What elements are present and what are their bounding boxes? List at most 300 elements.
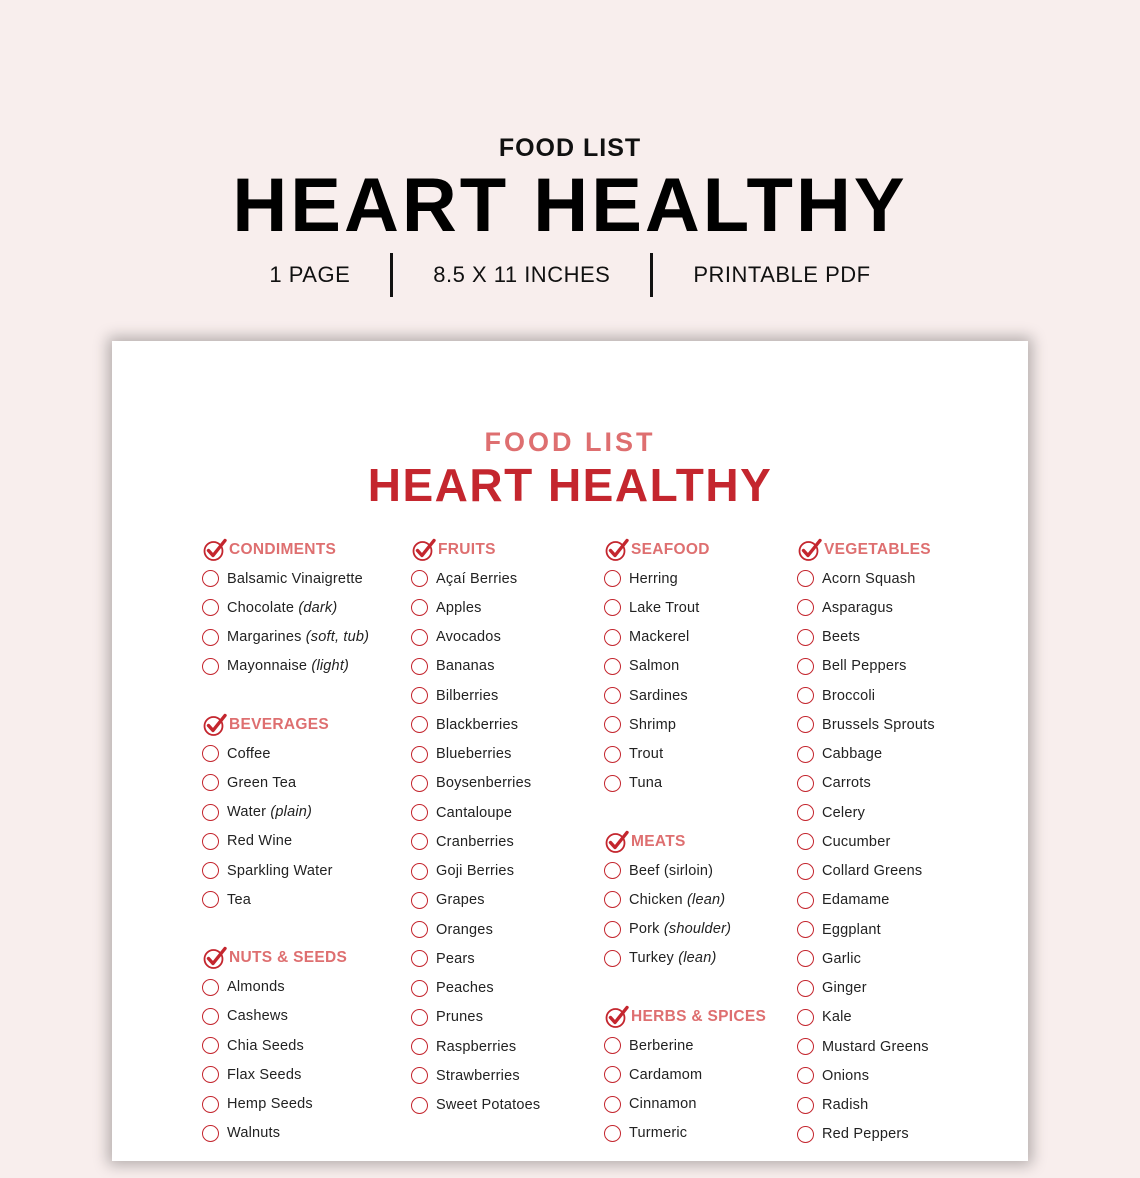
empty-circle-icon [411,570,428,587]
food-item-label [629,1067,702,1083]
food-item [797,798,935,827]
food-item-label [822,746,882,762]
food-item-label [227,979,285,995]
food-item-name: Ginger [822,980,867,997]
food-item-label [436,717,518,733]
section-title: CONDIMENTS [229,540,337,558]
food-item [411,564,540,593]
food-item-label [436,746,512,762]
food-column-1 [202,535,369,1177]
food-item [604,1090,766,1119]
food-item-name: Cucumber [822,833,891,850]
section-title: HERBS & SPICES [631,1007,767,1025]
food-item-name: Prunes [436,1009,484,1026]
food-item [604,944,766,973]
food-section [202,535,369,681]
empty-circle-icon [604,862,621,879]
food-item-name: Salmon [629,658,680,675]
food-item-note: (lean) [678,950,717,967]
document-preview [112,341,1028,1161]
food-item [411,1032,540,1061]
empty-circle-icon [604,950,621,967]
promo-subtitle: FOOD LIST [498,134,642,162]
food-item-note: (lean) [687,891,726,908]
food-item-name: Oranges [436,921,494,938]
spec-format: PRINTABLE PDF [693,262,871,287]
food-item-name: Beets [822,629,861,646]
food-item [411,974,540,1003]
empty-circle-icon [202,804,219,821]
food-item-name: Sweet Potatoes [436,1097,541,1114]
food-item [202,593,369,622]
food-item-label [629,1125,687,1141]
food-item-name: Walnuts [227,1125,281,1142]
food-item [604,885,766,914]
food-item-label [436,951,475,967]
food-section [604,827,766,973]
food-item-name: Cardamom [629,1066,703,1083]
empty-circle-icon [411,980,428,997]
food-item-name: Celery [822,804,866,821]
empty-circle-icon [604,570,621,587]
food-item [797,681,935,710]
food-item [797,1091,935,1120]
food-item-label [227,863,333,879]
food-item [797,623,935,652]
empty-circle-icon [202,1008,219,1025]
food-item [797,740,935,769]
food-item-label [629,746,663,762]
empty-circle-icon [202,1037,219,1054]
food-item-label [629,658,679,674]
empty-circle-icon [604,891,621,908]
food-item-name: Strawberries [436,1067,520,1084]
food-item-label [822,775,871,791]
food-item [411,1003,540,1032]
food-item-name: Tuna [629,775,663,792]
food-item [202,1090,369,1119]
empty-circle-icon [604,1096,621,1113]
checkmark-circle-icon [604,829,630,855]
empty-circle-icon [411,863,428,880]
food-item-name: Flax Seeds [227,1066,302,1083]
empty-circle-icon [604,658,621,675]
food-item-note: (plain) [270,804,313,821]
food-item-name: Turmeric [629,1125,688,1142]
food-item-name: Beef (sirloin) [629,862,714,879]
food-item-name: Pears [436,950,475,967]
empty-circle-icon [202,1125,219,1142]
food-item [411,1061,540,1090]
food-item-label [227,1125,280,1141]
food-item [411,827,540,856]
food-item [797,1061,935,1090]
food-item [202,1002,369,1031]
food-item-label [822,658,907,674]
food-item-label [227,629,369,645]
food-item-name: Asparagus [822,599,894,616]
empty-circle-icon [797,1126,814,1143]
empty-circle-icon [797,1067,814,1084]
food-item-name: Shrimp [629,716,677,733]
food-item-label [629,571,678,587]
food-item-name: Açaí Berries [436,570,518,587]
section-title: MEATS [631,832,686,850]
empty-circle-icon [411,746,428,763]
food-item-label [629,629,689,645]
food-item [797,1032,935,1061]
food-item-label [822,922,881,938]
food-item-note: (light) [311,658,350,675]
food-item-label [629,950,717,966]
food-item-note: (dark) [298,599,338,616]
food-item-name: Avocados [436,629,502,646]
food-item-name: Red Wine [227,833,293,850]
food-item-label [629,1038,694,1054]
food-item-label [822,571,916,587]
food-item-name: Pork [629,921,660,938]
food-item [411,740,540,769]
food-section [411,535,540,1120]
food-item-label [227,1067,302,1083]
section-header [411,535,540,564]
section-title: BEVERAGES [229,715,330,733]
food-item [604,1031,766,1060]
food-item-label [629,1096,697,1112]
empty-circle-icon [604,687,621,704]
empty-circle-icon [797,921,814,938]
food-section [604,535,766,798]
food-item [202,827,369,856]
food-item [604,1060,766,1089]
section-header [604,535,766,564]
food-item [797,857,935,886]
food-item [797,915,935,944]
food-item-name: Almonds [227,979,285,996]
food-item [202,885,369,914]
food-item [202,1119,369,1148]
checkmark-circle-icon [604,537,630,563]
empty-circle-icon [797,599,814,616]
section-header [604,827,766,856]
food-item-name: Hemp Seeds [227,1096,313,1113]
food-item [604,681,766,710]
empty-circle-icon [797,892,814,909]
empty-circle-icon [202,891,219,908]
empty-circle-icon [202,979,219,996]
food-item-label [227,600,337,616]
food-item-name: Turkey [629,950,674,967]
food-item-name: Coffee [227,745,271,762]
empty-circle-icon [797,950,814,967]
food-item-label [227,1038,304,1054]
food-item-label [822,834,891,850]
food-item [202,739,369,768]
food-item-label [629,775,662,791]
food-section [604,1002,766,1148]
empty-circle-icon [411,687,428,704]
food-item-name: Sardines [629,687,688,704]
food-item-name: Blueberries [436,746,512,763]
empty-circle-icon [202,658,219,675]
food-item-label [227,892,251,908]
food-item-name: Sparkling Water [227,862,333,879]
section-header [797,535,935,564]
food-item-label [822,1097,868,1113]
checkmark-circle-icon [604,1004,630,1030]
food-item-name: Balsamic Vinaigrette [227,570,363,587]
food-item-name: Tea [227,891,251,908]
food-item-label [227,804,312,820]
food-item-name: Green Tea [227,774,297,791]
food-item-name: Kale [822,1009,852,1026]
food-section [202,710,369,915]
food-item-label [436,1039,516,1055]
food-item [604,769,766,798]
food-item [604,564,766,593]
empty-circle-icon [411,892,428,909]
food-item [411,623,540,652]
food-item-name: Lake Trout [629,599,700,616]
food-item-name: Edamame [822,892,890,909]
food-item-name: Boysenberries [436,775,532,792]
food-item [604,856,766,885]
food-item [604,915,766,944]
empty-circle-icon [797,658,814,675]
food-item [411,944,540,973]
food-item [411,710,540,739]
section-header [604,1002,766,1031]
empty-circle-icon [797,687,814,704]
food-item-name: Cabbage [822,746,883,763]
food-item-label [822,1039,929,1055]
section-header [202,710,369,739]
empty-circle-icon [797,570,814,587]
food-item [411,681,540,710]
food-item-label [436,863,514,879]
empty-circle-icon [797,833,814,850]
food-item-label [436,980,494,996]
food-item-name: Bananas [436,658,495,675]
food-item-name: Goji Berries [436,863,515,880]
checkmark-circle-icon [202,945,228,971]
food-item-name: Trout [629,746,664,763]
food-item-name: Bell Peppers [822,658,907,675]
checkmark-circle-icon [797,537,823,563]
food-item-name: Mackerel [629,629,690,646]
food-item [411,915,540,944]
empty-circle-icon [411,775,428,792]
food-item [604,593,766,622]
empty-circle-icon [797,804,814,821]
empty-circle-icon [604,629,621,646]
empty-circle-icon [202,1096,219,1113]
food-item [411,886,540,915]
food-item-label [629,717,676,733]
empty-circle-icon [202,833,219,850]
food-item-label [629,600,700,616]
food-item-label [227,833,292,849]
food-item-name: Cranberries [436,833,514,850]
empty-circle-icon [797,716,814,733]
food-item-note: (shoulder) [663,921,732,938]
empty-circle-icon [202,1066,219,1083]
food-item-label [227,746,271,762]
food-item-name: Eggplant [822,921,881,938]
food-item-label [822,863,922,879]
food-item-label [822,629,860,645]
empty-circle-icon [202,745,219,762]
food-item [797,564,935,593]
food-item-label [629,863,713,879]
checkmark-circle-icon [411,537,437,563]
food-item-label [822,1009,852,1025]
empty-circle-icon [411,599,428,616]
empty-circle-icon [411,804,428,821]
food-item [604,1119,766,1148]
food-item-label [629,921,731,937]
empty-circle-icon [411,1097,428,1114]
food-item [202,973,369,1002]
food-item-label [227,1008,288,1024]
food-item [604,623,766,652]
food-item-name: Onions [822,1067,870,1084]
empty-circle-icon [411,1009,428,1026]
food-item-label [436,922,493,938]
food-item-label [436,688,498,704]
food-item [411,798,540,827]
food-item [604,652,766,681]
food-item [202,768,369,797]
food-item-name: Chia Seeds [227,1037,304,1054]
empty-circle-icon [797,1009,814,1026]
food-item-label [436,571,517,587]
empty-circle-icon [604,1125,621,1142]
food-item [202,1060,369,1089]
food-item-label [822,951,861,967]
sheet-title: HEART HEALTHY [367,459,773,511]
food-item [202,652,369,681]
empty-circle-icon [202,629,219,646]
food-item-name: Acorn Squash [822,570,916,587]
food-item-label [629,688,688,704]
empty-circle-icon [797,629,814,646]
food-item-label [436,658,495,674]
food-item-name: Carrots [822,775,871,792]
food-item-name: Apples [436,599,482,616]
food-item [411,652,540,681]
empty-circle-icon [411,921,428,938]
food-item-name: Raspberries [436,1038,517,1055]
spec-bar [0,252,1140,298]
food-item-name: Cinnamon [629,1096,697,1113]
empty-circle-icon [202,862,219,879]
food-item-label [436,805,512,821]
food-item-label [436,834,514,850]
food-item-name: Peaches [436,980,494,997]
food-item-name: Berberine [629,1037,694,1054]
food-item-label [227,775,296,791]
checkmark-circle-icon [202,712,228,738]
empty-circle-icon [411,950,428,967]
food-item [797,1120,935,1149]
food-item-label [822,717,935,733]
food-item [797,827,935,856]
food-item-name: Chocolate [227,599,295,616]
empty-circle-icon [411,629,428,646]
empty-circle-icon [604,775,621,792]
spec-size: 8.5 X 11 INCHES [433,262,611,287]
section-title: NUTS & SEEDS [229,949,348,966]
food-item-name: Broccoli [822,687,876,704]
food-item-name: Bilberries [436,687,499,704]
food-item-label [822,1068,869,1084]
food-item-name: Red Peppers [822,1126,909,1143]
food-item [411,857,540,886]
food-item-name: Cantaloupe [436,804,513,821]
empty-circle-icon [411,716,428,733]
empty-circle-icon [797,1097,814,1114]
food-item [202,798,369,827]
food-item-name: Herring [629,570,678,587]
empty-circle-icon [797,775,814,792]
food-item [797,769,935,798]
food-item-label [227,658,349,674]
food-item [797,1003,935,1032]
food-item-note: (soft, tub) [305,629,370,646]
food-item [202,564,369,593]
food-item-label [436,629,501,645]
sheet-subtitle: FOOD LIST [484,427,656,457]
food-item [411,593,540,622]
food-item [797,886,935,915]
section-header [202,944,369,973]
food-item-label [822,600,893,616]
empty-circle-icon [604,1037,621,1054]
food-item [202,1031,369,1060]
food-column-4 [797,535,935,1178]
food-column-2 [411,535,540,1149]
food-item-name: Mayonnaise [227,658,308,675]
food-item-label [227,571,363,587]
food-item-name: Water [227,804,267,821]
checkmark-circle-icon [202,537,228,563]
food-item-name: Collard Greens [822,863,923,880]
empty-circle-icon [604,599,621,616]
section-header [202,535,369,564]
empty-circle-icon [797,980,814,997]
section-title: FRUITS [438,540,496,558]
empty-circle-icon [604,921,621,938]
empty-circle-icon [411,833,428,850]
food-item [797,974,935,1003]
empty-circle-icon [202,599,219,616]
food-item-label [436,600,482,616]
empty-circle-icon [797,1038,814,1055]
food-item-name: Blackberries [436,716,519,733]
food-item [797,652,935,681]
food-item-name: Mustard Greens [822,1038,929,1055]
promo-title: HEART HEALTHY [232,163,908,248]
food-item-name: Grapes [436,892,485,909]
food-item-name: Radish [822,1097,869,1114]
food-item-name: Chicken [629,891,683,908]
food-item [411,1091,540,1120]
empty-circle-icon [411,1067,428,1084]
empty-circle-icon [797,746,814,763]
food-item [202,623,369,652]
food-item [797,710,935,739]
